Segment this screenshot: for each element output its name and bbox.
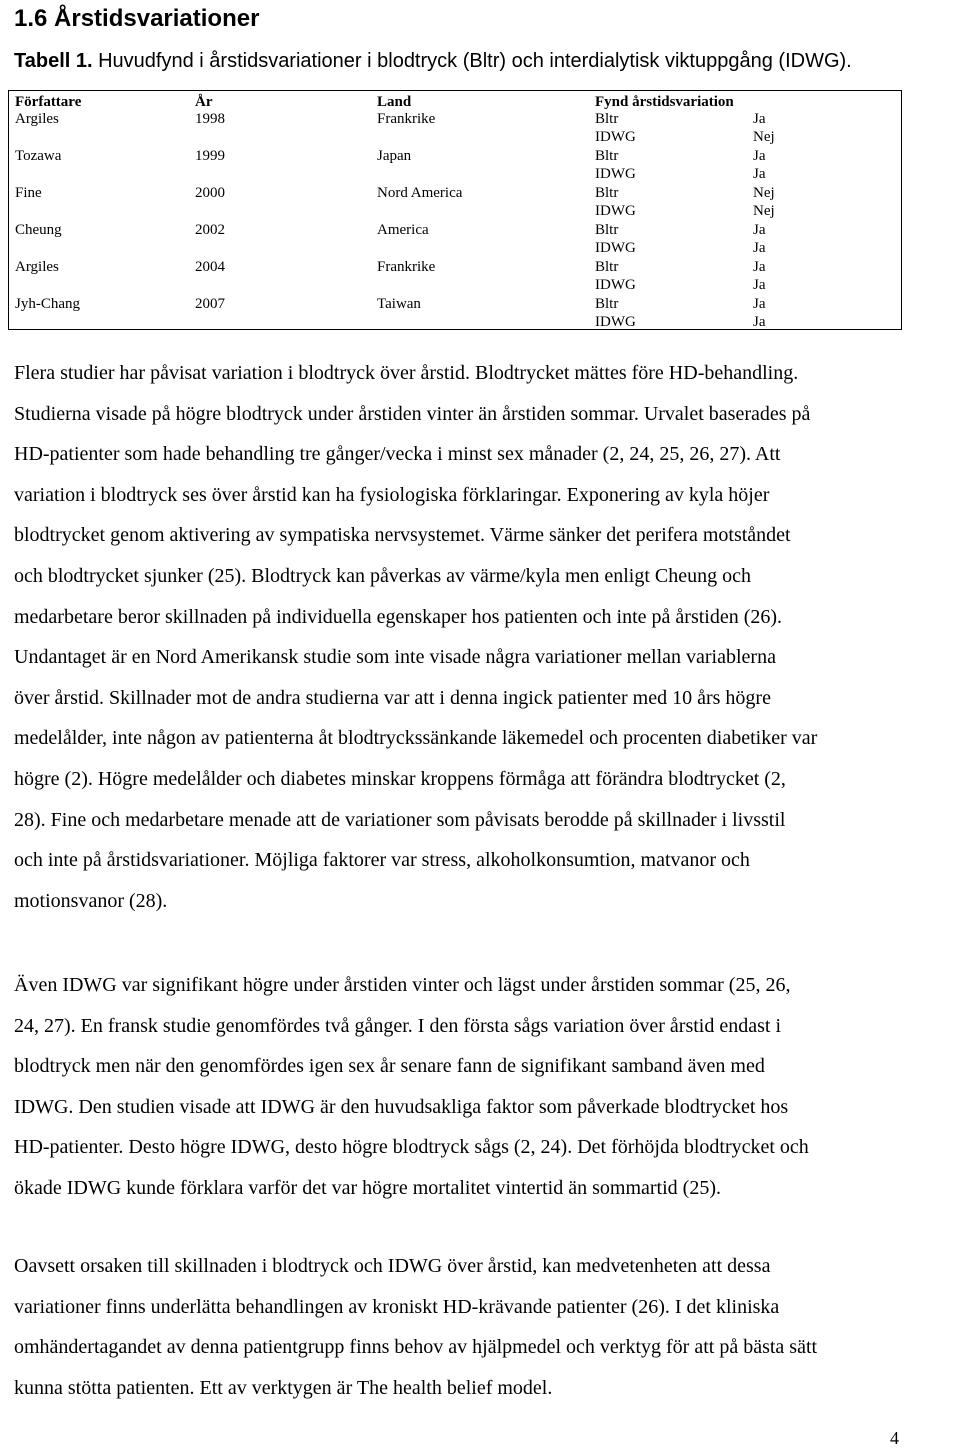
table-header-author: Författare bbox=[15, 94, 82, 110]
cell-result-idwg: Ja bbox=[753, 277, 766, 293]
paragraph-1-line: och blodtrycket sjunker (25). Blodtryck kan påverkas av värme/kyla men enligt Cheung och bbox=[14, 565, 752, 587]
paragraph-3-line: kunna stötta patienten. Ett av verktygen är The health belief model. bbox=[14, 1377, 553, 1399]
cell-measure-idwg: IDWG bbox=[595, 240, 636, 256]
table-header-country: Land bbox=[377, 94, 412, 110]
cell-country: America bbox=[377, 222, 429, 238]
cell-result-bltr: Ja bbox=[753, 111, 766, 127]
cell-year: 1999 bbox=[195, 148, 225, 164]
paragraph-1-line: medelålder, inte någon av patienterna åt blodtryckssänkande läkemedel och procenten diabetiker var bbox=[14, 727, 818, 749]
table-header-findings: Fynd årstidsvariation bbox=[595, 94, 734, 110]
paragraph-2-line: HD-patienter. Desto högre IDWG, desto högre blodtryck sågs (2, 24). Det förhöjda blodtrycket och bbox=[14, 1136, 809, 1158]
cell-country: Japan bbox=[377, 148, 412, 164]
cell-country: Frankrike bbox=[377, 259, 436, 275]
paragraph-1-line: Flera studier har påvisat variation i blodtryck över årstid. Blodtrycket mättes före HD-behandling. bbox=[14, 362, 799, 384]
paragraph-3-line: omhändertagandet av denna patientgrupp finns behov av hjälpmedel och verktyg för att på bästa sätt bbox=[14, 1336, 818, 1358]
cell-country: Frankrike bbox=[377, 111, 436, 127]
paragraph-1-line: motionsvanor (28). bbox=[14, 890, 168, 912]
cell-result-bltr: Ja bbox=[753, 148, 766, 164]
section-heading: 1.6 Årstidsvariationer bbox=[14, 5, 260, 32]
cell-measure-bltr: Bltr bbox=[595, 148, 619, 164]
paragraph-1-line: Studierna visade på högre blodtryck under årstiden vinter än årstiden sommar. Urvalet baserades på bbox=[14, 403, 811, 425]
cell-measure-bltr: Bltr bbox=[595, 222, 619, 238]
paragraph-2-line: IDWG. Den studien visade att IDWG är den huvudsakliga faktor som påverkade blodtrycket hos bbox=[14, 1096, 789, 1118]
paragraph-3-line: Oavsett orsaken till skillnaden i blodtryck och IDWG över årstid, kan medvetenheten att dessa bbox=[14, 1255, 771, 1277]
paragraph-2-line: 24, 27). En fransk studie genomfördes två gånger. I den första sågs variation över årstid endast i bbox=[14, 1015, 782, 1037]
cell-author: Argiles bbox=[15, 259, 59, 275]
cell-author: Argiles bbox=[15, 111, 59, 127]
cell-author: Tozawa bbox=[15, 148, 62, 164]
cell-year: 2004 bbox=[195, 259, 225, 275]
cell-measure-idwg: IDWG bbox=[595, 277, 636, 293]
paragraph-1-line: variation i blodtryck ses över årstid kan ha fysiologiska förklaringar. Exponering av kyla höjer bbox=[14, 484, 770, 506]
cell-year: 2002 bbox=[195, 222, 225, 238]
findings-table bbox=[8, 90, 902, 330]
cell-measure-idwg: IDWG bbox=[595, 166, 636, 182]
cell-result-bltr: Ja bbox=[753, 296, 766, 312]
cell-year: 2000 bbox=[195, 185, 225, 201]
paragraph-1-line: blodtrycket genom aktivering av sympatiska nervsystemet. Värme sänker det perifera motståndet bbox=[14, 524, 791, 546]
cell-measure-bltr: Bltr bbox=[595, 296, 619, 312]
paragraph-2-line: blodtryck men när den genomfördes igen sex år senare fann de signifikant samband även med bbox=[14, 1055, 765, 1077]
cell-result-idwg: Nej bbox=[753, 203, 775, 219]
table-caption bbox=[14, 46, 852, 76]
paragraph-1-line: HD-patienter som hade behandling tre gånger/vecka i minst sex månader (2, 24, 25, 26, 27). Att bbox=[14, 443, 781, 465]
cell-result-idwg: Nej bbox=[753, 129, 775, 145]
cell-author: Jyh-Chang bbox=[15, 296, 80, 312]
cell-country: Nord America bbox=[377, 185, 463, 201]
cell-measure-idwg: IDWG bbox=[595, 203, 636, 219]
table-caption-label: Tabell 1. bbox=[14, 50, 93, 72]
page-number: 4 bbox=[890, 1428, 899, 1448]
paragraph-2-line: ökade IDWG kunde förklara varför det var högre mortalitet vintertid än sommartid (25). bbox=[14, 1177, 721, 1199]
cell-result-idwg: Ja bbox=[753, 166, 766, 182]
table-caption-text: Huvudfynd i årstidsvariationer i blodtryck (Bltr) och interdialytisk viktuppgång (IDWG). bbox=[98, 50, 852, 72]
cell-measure-idwg: IDWG bbox=[595, 129, 636, 145]
cell-year: 2007 bbox=[195, 296, 225, 312]
cell-measure-bltr: Bltr bbox=[595, 111, 619, 127]
paragraph-1-line: 28). Fine och medarbetare menade att de variationer som påvisats berodde på skillnader i livsstil bbox=[14, 809, 786, 831]
cell-country: Taiwan bbox=[377, 296, 421, 312]
paragraph-2-line: Även IDWG var signifikant högre under årstiden vinter och lägst under årstiden sommar (25, 26, bbox=[14, 974, 791, 996]
cell-year: 1998 bbox=[195, 111, 225, 127]
cell-result-bltr: Ja bbox=[753, 222, 766, 238]
cell-result-bltr: Ja bbox=[753, 259, 766, 275]
cell-result-bltr: Nej bbox=[753, 185, 775, 201]
cell-author: Cheung bbox=[15, 222, 62, 238]
paragraph-1-line: Undantaget är en Nord Amerikansk studie som inte visade några variationer mellan variablerna bbox=[14, 646, 776, 668]
paragraph-1-line: över årstid. Skillnader mot de andra studierna var att i denna ingick patienter med 10 års högre bbox=[14, 687, 771, 709]
cell-result-idwg: Ja bbox=[753, 314, 766, 330]
paragraph-1-line: och inte på årstidsvariationer. Möjliga faktorer var stress, alkoholkonsumtion, matvanor och bbox=[14, 849, 750, 871]
cell-author: Fine bbox=[15, 185, 42, 201]
paragraph-3-line: variationer finns underlätta behandlingen av kroniskt HD-krävande patienter (26). I det kliniska bbox=[14, 1296, 780, 1318]
cell-measure-bltr: Bltr bbox=[595, 259, 619, 275]
cell-result-idwg: Ja bbox=[753, 240, 766, 256]
cell-measure-idwg: IDWG bbox=[595, 314, 636, 330]
table-header-year: År bbox=[195, 94, 213, 110]
paragraph-1-line: högre (2). Högre medelålder och diabetes minskar kroppens förmåga att förändra blodtrycket (2, bbox=[14, 768, 786, 790]
cell-measure-bltr: Bltr bbox=[595, 185, 619, 201]
paragraph-1-line: medarbetare beror skillnaden på individuella egenskaper hos patienten och inte på årstiden (26). bbox=[14, 606, 783, 628]
